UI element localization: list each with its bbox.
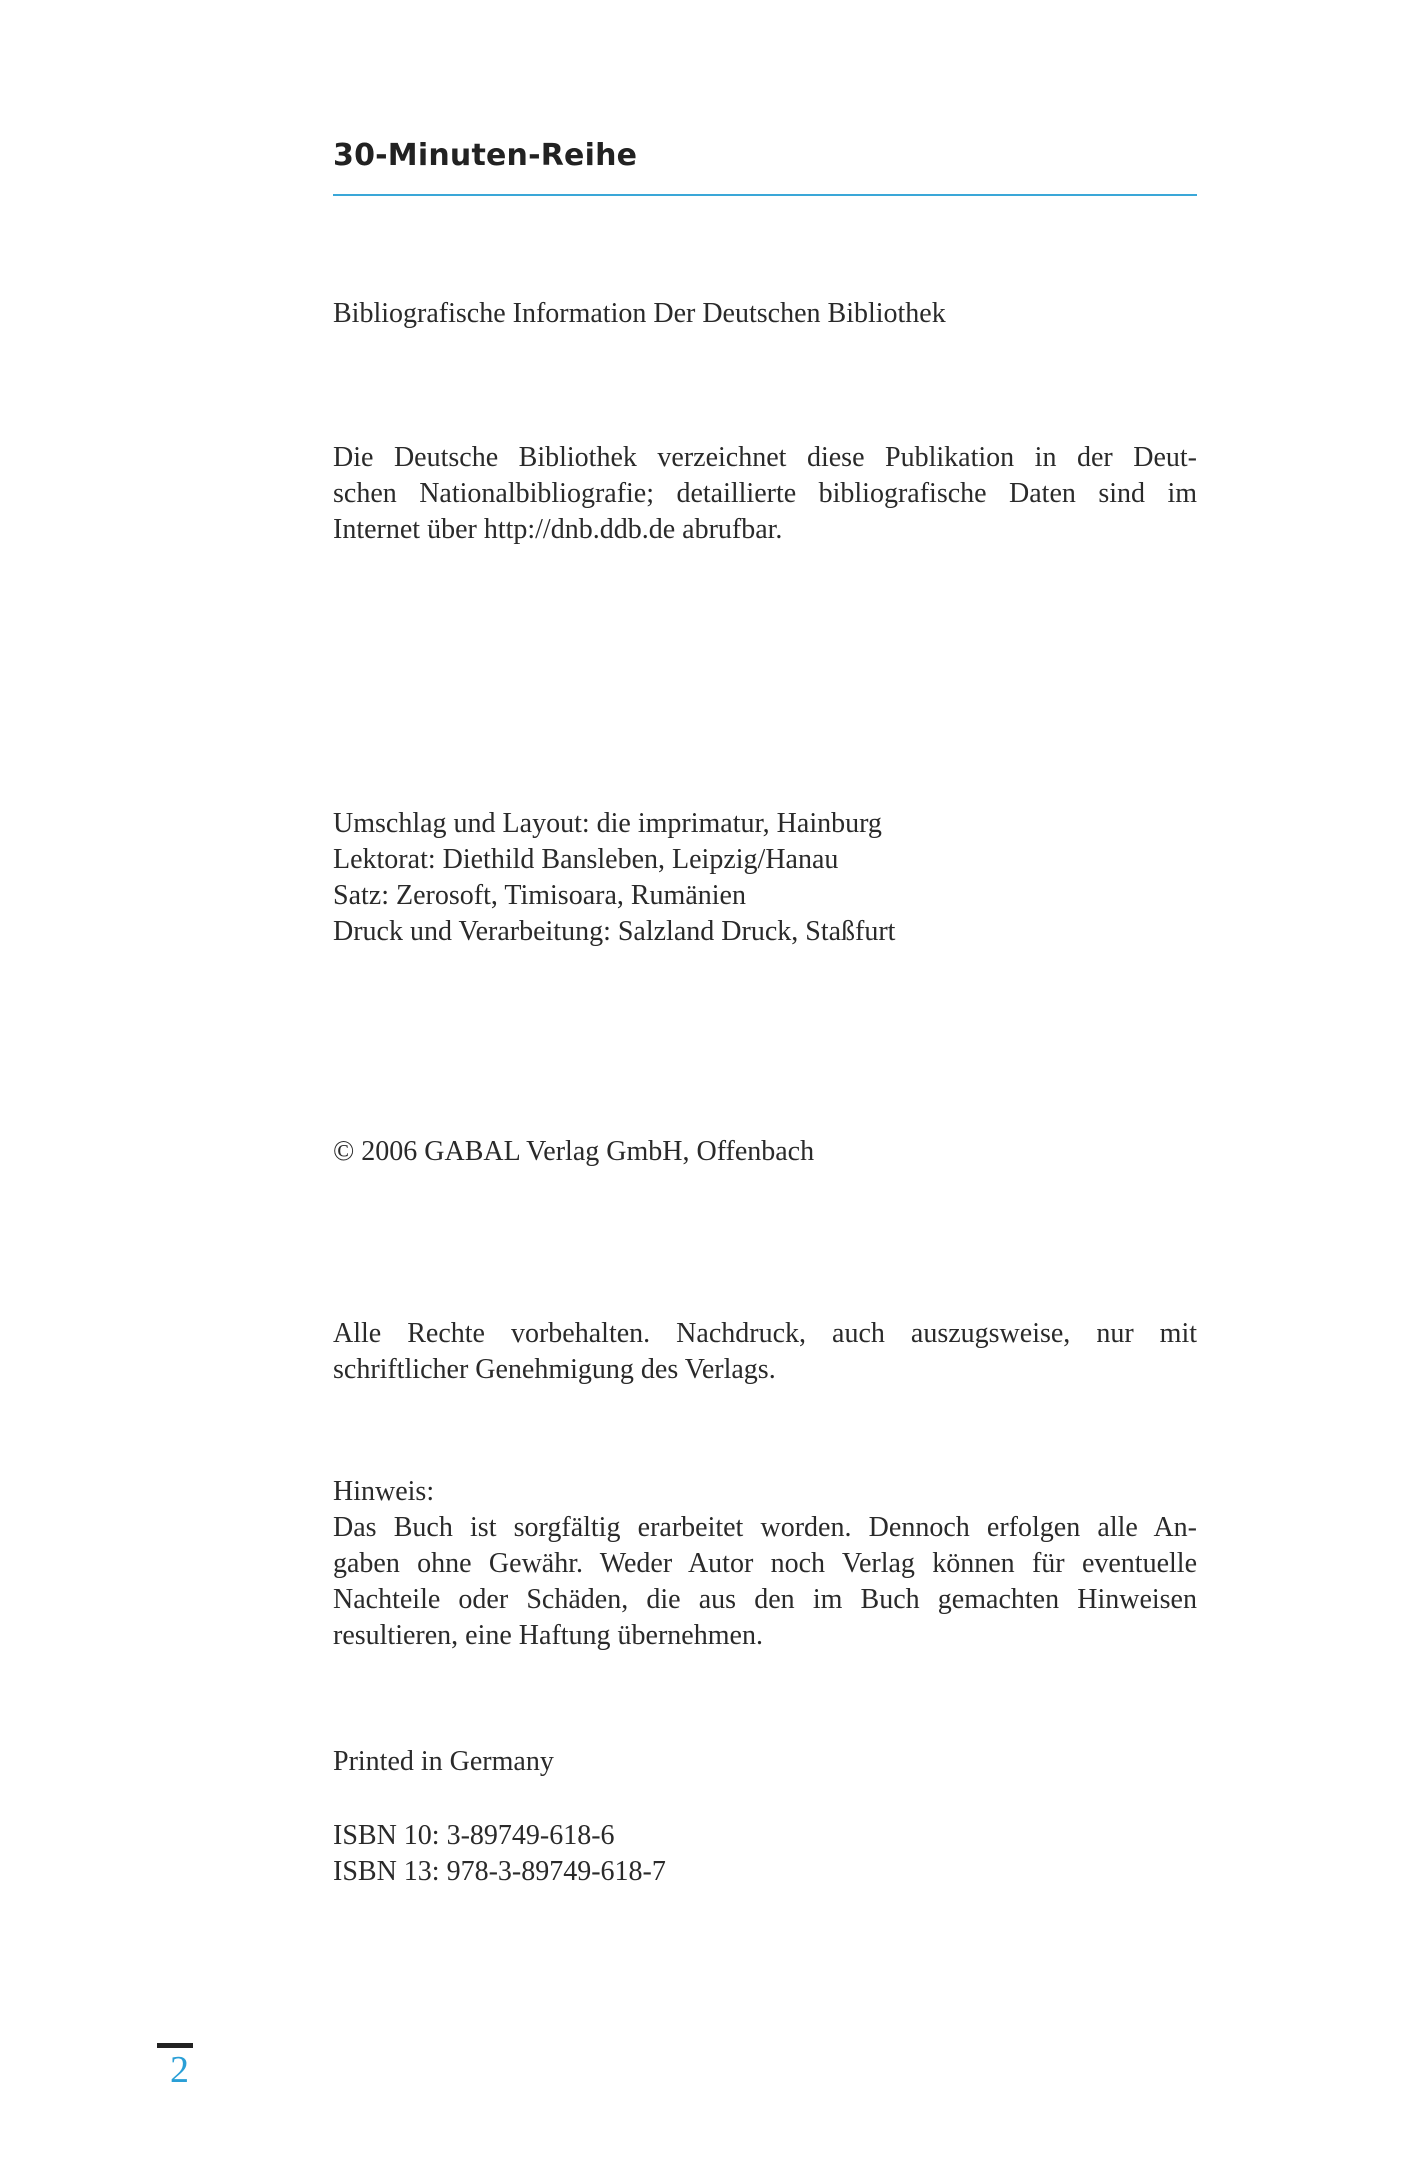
series-title: 30-Minuten-Reihe [333,138,638,173]
copyright-line: © 2006 GABAL Verlag GmbH, Offenbach [333,1136,815,1167]
notice-line: gaben ohne Gewähr. Weder Autor noch Verlag können für eventuelle [333,1548,1197,1579]
credit-line: Satz: Zerosoft, Timisoara, Rumänien [333,880,746,911]
isbn-line: ISBN 10: 3-89749-618-6 [333,1820,615,1851]
page-number: 2 [170,2049,189,2091]
copyright-block [333,1134,1197,1170]
credit-line: Lektorat: Diethild Bansleben, Leipzig/Hanau [333,844,839,875]
printed-in-line: Printed in Germany [333,1746,554,1777]
header-rule [333,194,1197,196]
isbn-block [333,1818,1197,1890]
bibliographic-heading [333,296,1197,332]
rights-block [333,1316,1197,1388]
bibliographic-text-line: schen Nationalbibliografie; detaillierte bibliografische Daten sind im [333,478,1197,509]
notice-block [333,1474,1197,1654]
isbn-line: ISBN 13: 978-3-89749-618-7 [333,1856,666,1887]
bibliographic-heading-text: Bibliografische Information Der Deutschen Bibliothek [333,298,946,329]
credit-line: Umschlag und Layout: die imprimatur, Hainburg [333,808,882,839]
bibliographic-text [333,440,1197,548]
bibliographic-text-line: Die Deutsche Bibliothek verzeichnet diese Publikation in der Deut- [333,442,1197,473]
rights-line: schriftlicher Genehmigung des Verlags. [333,1354,776,1385]
rights-line: Alle Rechte vorbehalten. Nachdruck, auch auszugsweise, nur mit [333,1318,1197,1349]
credit-line: Druck und Verarbeitung: Salzland Druck, Staßfurt [333,916,896,947]
notice-line: Nachteile oder Schäden, die aus den im Buch gemachten Hinweisen [333,1584,1197,1615]
bibliographic-text-line: Internet über http://dnb.ddb.de abrufbar. [333,514,783,545]
credits-block [333,806,1197,950]
notice-line: Das Buch ist sorgfältig erarbeitet worden. Dennoch erfolgen alle An- [333,1512,1197,1543]
printed-in-block [333,1744,1197,1780]
notice-label: Hinweis: [333,1476,435,1507]
notice-line: resultieren, eine Haftung übernehmen. [333,1620,763,1651]
